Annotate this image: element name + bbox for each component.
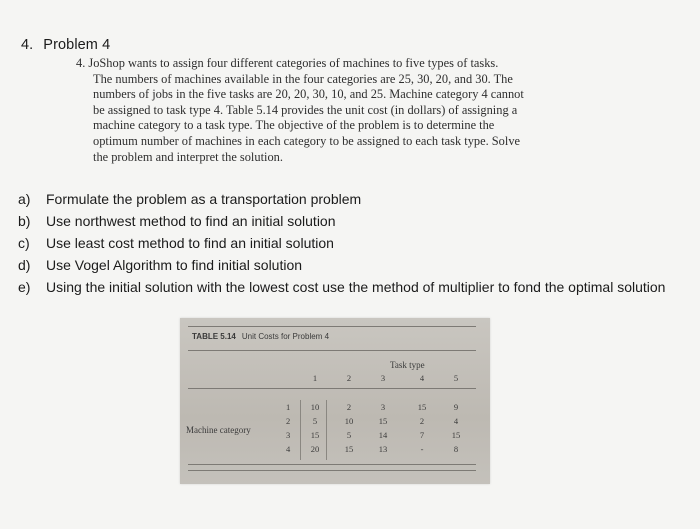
task-label: d): [18, 257, 31, 273]
task-text: Use least cost method to find an initial solution: [46, 235, 334, 251]
row-number: 3: [286, 430, 291, 440]
cost-cell: 10: [344, 416, 354, 426]
table-caption: [192, 332, 329, 341]
task-text: Use Vogel Algorithm to find initial solution: [46, 257, 303, 273]
cost-cell: 4: [453, 416, 459, 426]
task-item: [18, 188, 698, 210]
cost-cell: 15: [451, 430, 461, 440]
column-number: 4: [419, 373, 425, 383]
table-divider: [326, 400, 327, 460]
cost-cell: 20: [310, 444, 320, 454]
task-text: Using the initial solution with the lowest cost use the method of multiplier to fond the optimal solution: [46, 279, 666, 295]
task-label: e): [18, 279, 31, 295]
table-caption-id: TABLE 5.14: [192, 332, 236, 341]
cost-cell: 10: [310, 402, 320, 412]
statement-line: optimum number of machines in each category to be assigned to each task type. Solve: [93, 133, 521, 148]
table-header-rule: [188, 388, 476, 389]
table-caption-text: Unit Costs for Problem 4: [241, 332, 330, 341]
table-bottom-rule: [188, 470, 476, 471]
column-number: 3: [380, 373, 386, 383]
task-text: Formulate the problem as a transportation problem: [46, 191, 362, 207]
cost-cell: 14: [378, 430, 388, 440]
problem-statement: [66, 56, 606, 165]
statement-line: machine category to a task type. The objective of the problem is to determine the: [93, 118, 495, 133]
task-item: [18, 210, 698, 232]
cost-cell: 8: [453, 444, 459, 454]
cost-cell: 13: [378, 444, 388, 454]
cost-cell: -: [420, 444, 424, 454]
task-item: [18, 254, 698, 276]
table-caption-rule: [188, 350, 476, 351]
problem-number: 4.: [21, 37, 34, 53]
cost-table-image: [180, 318, 490, 484]
column-number: 2: [346, 373, 352, 383]
task-item: [18, 276, 698, 298]
cost-cell: 5: [346, 430, 352, 440]
task-type-header: Task type: [390, 360, 425, 370]
cost-cell: 15: [417, 402, 427, 412]
cost-cell: 5: [312, 416, 318, 426]
task-list: [18, 188, 698, 298]
cost-cell: 2: [346, 402, 352, 412]
task-label: c): [18, 235, 30, 251]
row-number: 1: [286, 402, 291, 412]
column-number: 5: [453, 373, 459, 383]
statement-line: numbers of jobs in the five tasks are 20, 20, 30, 10, and 25. Machine category 4 cannot: [93, 87, 524, 102]
cost-cell: 3: [380, 402, 386, 412]
cost-cell: 7: [419, 430, 425, 440]
table-top-rule: [188, 326, 476, 327]
machine-category-label: Machine category: [186, 425, 251, 435]
cost-cell: 15: [378, 416, 388, 426]
task-label: a): [18, 191, 31, 207]
problem-heading: [21, 37, 110, 53]
statement-line: the problem and interpret the solution.: [93, 149, 283, 164]
table-divider: [300, 400, 301, 460]
problem-title: Problem 4: [43, 37, 111, 53]
row-number: 2: [286, 416, 291, 426]
cost-cell: 15: [344, 444, 354, 454]
statement-line: The numbers of machines available in the four categories are 25, 30, 20, and 30. The: [93, 71, 513, 86]
column-number: 1: [312, 373, 318, 383]
cost-cell: 2: [419, 416, 425, 426]
cost-cell: 15: [310, 430, 320, 440]
task-label: b): [18, 213, 31, 229]
statement-line: be assigned to task type 4. Table 5.14 provides the unit cost (in dollars) of assigning a: [93, 102, 518, 117]
cost-cell: 9: [453, 402, 459, 412]
row-number: 4: [286, 444, 291, 454]
statement-line: 4. JoShop wants to assign four different categories of machines to five types of tasks.: [76, 56, 499, 70]
task-text: Use northwest method to find an initial solution: [46, 213, 336, 229]
task-item: [18, 232, 698, 254]
table-bottom-rule: [188, 464, 476, 465]
